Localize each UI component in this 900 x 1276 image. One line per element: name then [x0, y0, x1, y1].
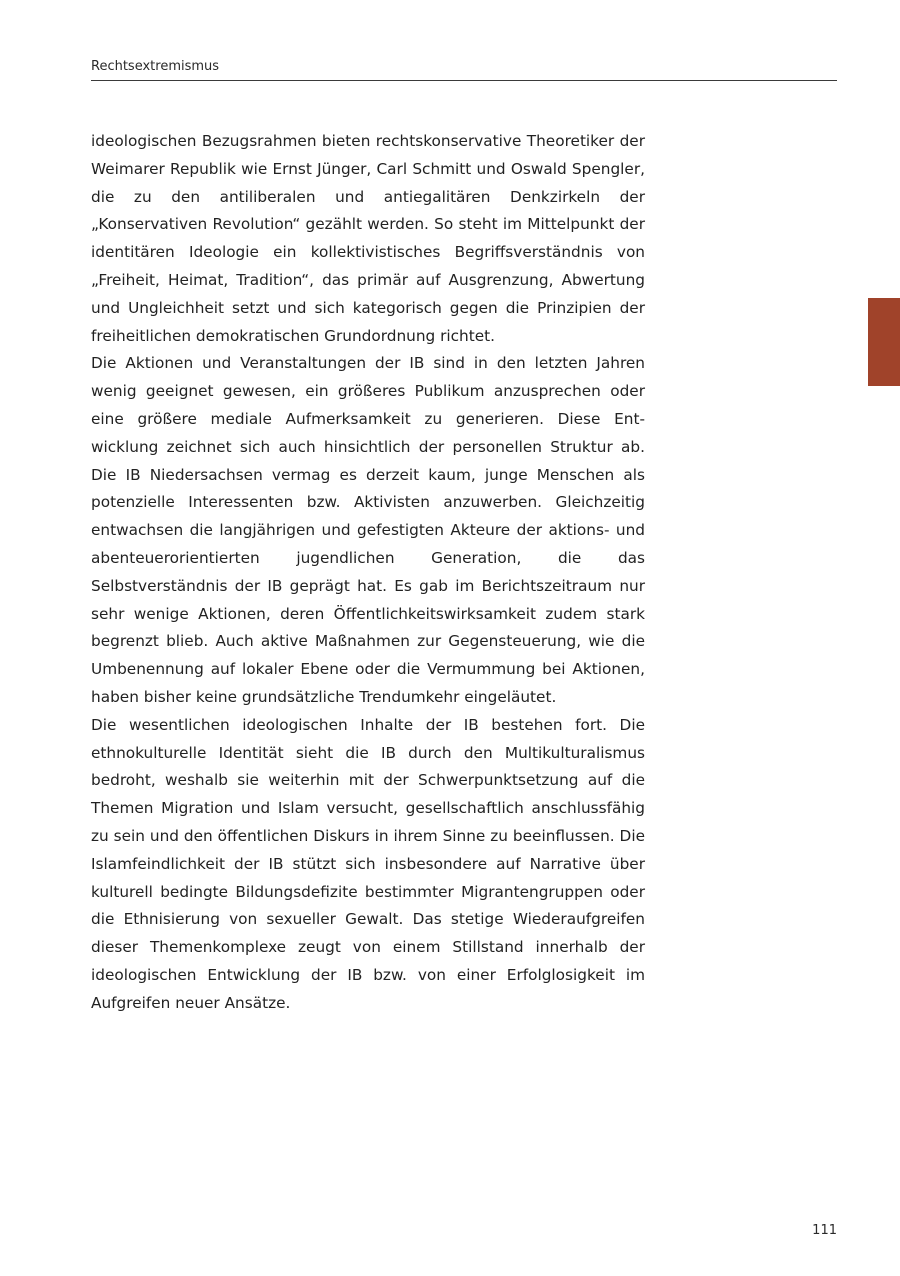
paragraph-ideology: ideologischen Bezugsrahmen bieten rechtskonservative Theoretiker der Weimarer Republik wie Ernst Jünger, Carl Schmitt und Oswald Spengler, die zu den antiliberalen und antiegalitären Denkzirkeln der „Konservativen Revolution“ gezählt werden. So steht im Mittelpunkt der identitären Ideologie ein kollektivistisches Begriffsverständnis von „Freiheit, Heimat, Tradition“, das primär auf Ausgrenzung, Abwertung und Ungleichheit setzt und sich kategorisch gegen die Prinzipien der freiheitlichen demokratischen Grundordnung richtet. — [91, 132, 645, 345]
running-header: Rechtsextremismus — [91, 58, 837, 81]
paragraph-ideological-content: Die wesentlichen ideologischen Inhalte der IB bestehen fort. Die ethnokulturelle Identität sieht die IB durch den Multikulturalismus bedroht, weshalb sie weiterhin mit der Schwerpunktsetzung auf die Themen Migration und Islam versucht, gesellschaftlich anschlussfähig zu sein und den öffentlichen Diskurs in ihrem Sinne zu beeinflussen. Die Islamfeindlichkeit der IB stützt sich insbesondere auf Narrative über kulturell bedingte Bildungsdefizite bestimmter Migrantengruppen oder die Ethnisierung von sexueller Gewalt. Das stetige Wiederaufgreifen dieser Themenkomplexe zeugt von einem Stillstand innerhalb der ideologischen Entwicklung der IB bzw. von einer Erfolglosigkeit im Aufgreifen neuer Ansätze. — [91, 715, 645, 1012]
body-text — [91, 128, 645, 1018]
paragraph-activities: Die Aktionen und Veranstaltungen der IB sind in den letzten Jahren wenig geeignet gewesen, ein größeres Publikum anzusprechen oder eine größere mediale Aufmerksamkeit zu generieren. Diese Entwicklung zeichnet sich auch hinsichtlich der personellen Struktur ab. Die IB Niedersachsen vermag es derzeit kaum, junge Menschen als potenzielle Interessenten bzw. Aktivisten anzuwerben. Gleichzeitig entwachsen die langjährigen und gefestigten Akteure der aktions- und abenteuerorientierten jugendlichen Generation, die das Selbstverständnis der IB geprägt hat. Es gab im Berichtszeitraum nur sehr wenige Aktionen, deren Öffentlichkeitswirksamkeit zudem stark begrenzt blieb. Auch aktive Maßnahmen zur Gegensteuerung, wie die Umbenennung auf lokaler Ebene oder die Vermummung bei Aktionen, haben bisher keine grundsätzliche Trendumkehr eingeläutet. — [91, 354, 645, 706]
page-number: 111 — [812, 1223, 837, 1238]
section-tab-marker — [868, 298, 900, 386]
